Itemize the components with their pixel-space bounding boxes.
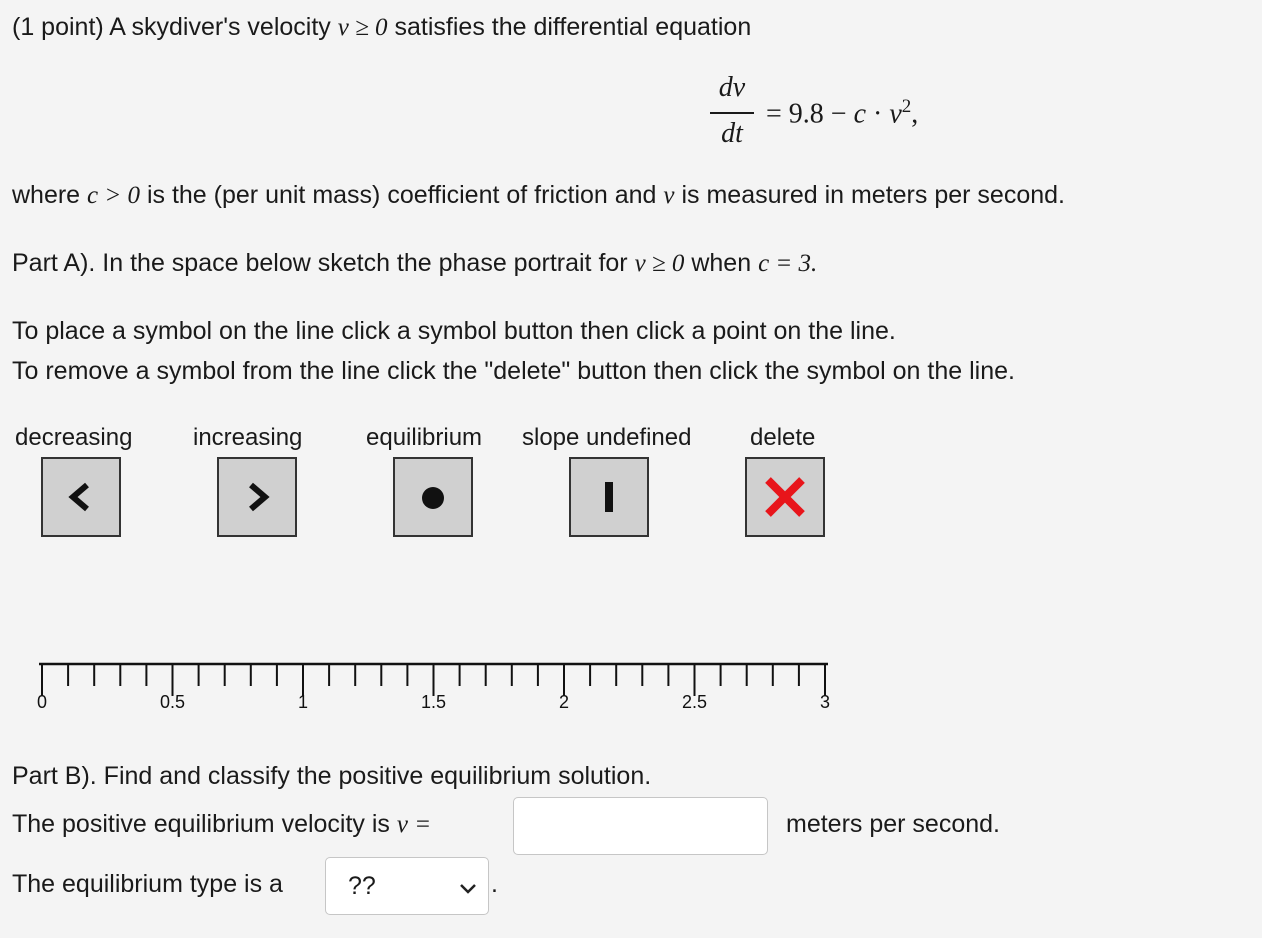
problem-intro bbox=[12, 12, 751, 43]
chevron-right-icon bbox=[237, 477, 277, 517]
part-a-prompt bbox=[12, 248, 817, 279]
tick-label: 1.5 bbox=[420, 692, 447, 712]
label-delete: delete bbox=[750, 424, 816, 451]
intro-suffix: satisfies the differential equation bbox=[387, 13, 752, 41]
type-selected-value: ?? bbox=[348, 872, 376, 900]
tick-label: 0 bbox=[36, 692, 48, 712]
tick-label: 3 bbox=[819, 692, 831, 712]
slope-undefined-button[interactable] bbox=[569, 457, 649, 537]
equation-rhs bbox=[766, 96, 918, 130]
decreasing-button[interactable] bbox=[41, 457, 121, 537]
rhs-constant: = 9.8 − bbox=[766, 98, 854, 130]
type-period: . bbox=[491, 870, 498, 898]
label-decreasing: decreasing bbox=[15, 424, 133, 451]
label-equilibrium: equilibrium bbox=[366, 424, 483, 451]
intro-text: (1 point) A skydiver's velocity bbox=[12, 13, 338, 41]
type-prompt: The equilibrium type is a bbox=[12, 870, 283, 898]
part-a-condition: v ≥ 0 bbox=[634, 250, 685, 277]
instruction-place: To place a symbol on the line click a symbol button then click a point on the line. bbox=[12, 317, 896, 345]
equilibrium-type-select[interactable] bbox=[325, 857, 489, 915]
tick-label: 1 bbox=[297, 692, 309, 712]
part-a-c-value: c = 3. bbox=[758, 250, 818, 277]
part-a-text: Part A). In the space below sketch the phase portrait for bbox=[12, 249, 635, 277]
rhs-c: c bbox=[853, 98, 867, 130]
velocity-variable: v = bbox=[396, 811, 432, 838]
where-suffix: is measured in meters per second. bbox=[674, 181, 1065, 209]
rhs-comma: , bbox=[911, 98, 919, 130]
delete-button[interactable] bbox=[745, 457, 825, 537]
chevron-left-icon bbox=[61, 477, 101, 517]
phase-line-labels bbox=[37, 692, 830, 712]
phase-line[interactable] bbox=[20, 655, 850, 715]
where-line bbox=[12, 180, 1065, 211]
velocity-units: meters per second. bbox=[786, 810, 1000, 838]
tick-label: 0.5 bbox=[159, 692, 186, 712]
instruction-remove: To remove a symbol from the line click the "delete" button then click the symbol on the line. bbox=[12, 357, 1015, 385]
fraction-denominator: dt bbox=[721, 118, 743, 149]
chevron-down-icon bbox=[456, 876, 480, 900]
where-middle: is the (per unit mass) coefficient of friction and bbox=[140, 181, 664, 209]
where-condition: c > 0 bbox=[87, 182, 141, 209]
fraction-bar bbox=[710, 112, 754, 114]
vertical-bar-icon bbox=[589, 477, 629, 517]
dot-icon bbox=[413, 477, 453, 517]
label-increasing: increasing bbox=[193, 424, 303, 451]
where-prefix: where bbox=[12, 181, 88, 209]
velocity-prefix: The positive equilibrium velocity is bbox=[12, 810, 397, 838]
intro-condition: v ≥ 0 bbox=[337, 14, 388, 41]
red-x-icon bbox=[760, 472, 810, 522]
label-slope-undefined: slope undefined bbox=[522, 424, 692, 451]
fraction-numerator: dv bbox=[718, 72, 746, 103]
velocity-prompt bbox=[12, 809, 431, 840]
rhs-v: v bbox=[889, 98, 902, 130]
part-a-when: when bbox=[684, 249, 759, 277]
part-b-heading: Part B). Find and classify the positive equilibrium solution. bbox=[12, 762, 652, 790]
tick-label: 2 bbox=[558, 692, 570, 712]
tick-label: 2.5 bbox=[681, 692, 708, 712]
equilibrium-button[interactable] bbox=[393, 457, 473, 537]
differential-equation bbox=[710, 70, 990, 160]
rhs-dot: · bbox=[866, 98, 890, 130]
increasing-button[interactable] bbox=[217, 457, 297, 537]
equilibrium-velocity-input[interactable] bbox=[513, 797, 768, 855]
rhs-exponent: 2 bbox=[901, 96, 912, 117]
where-v: v bbox=[663, 182, 675, 209]
